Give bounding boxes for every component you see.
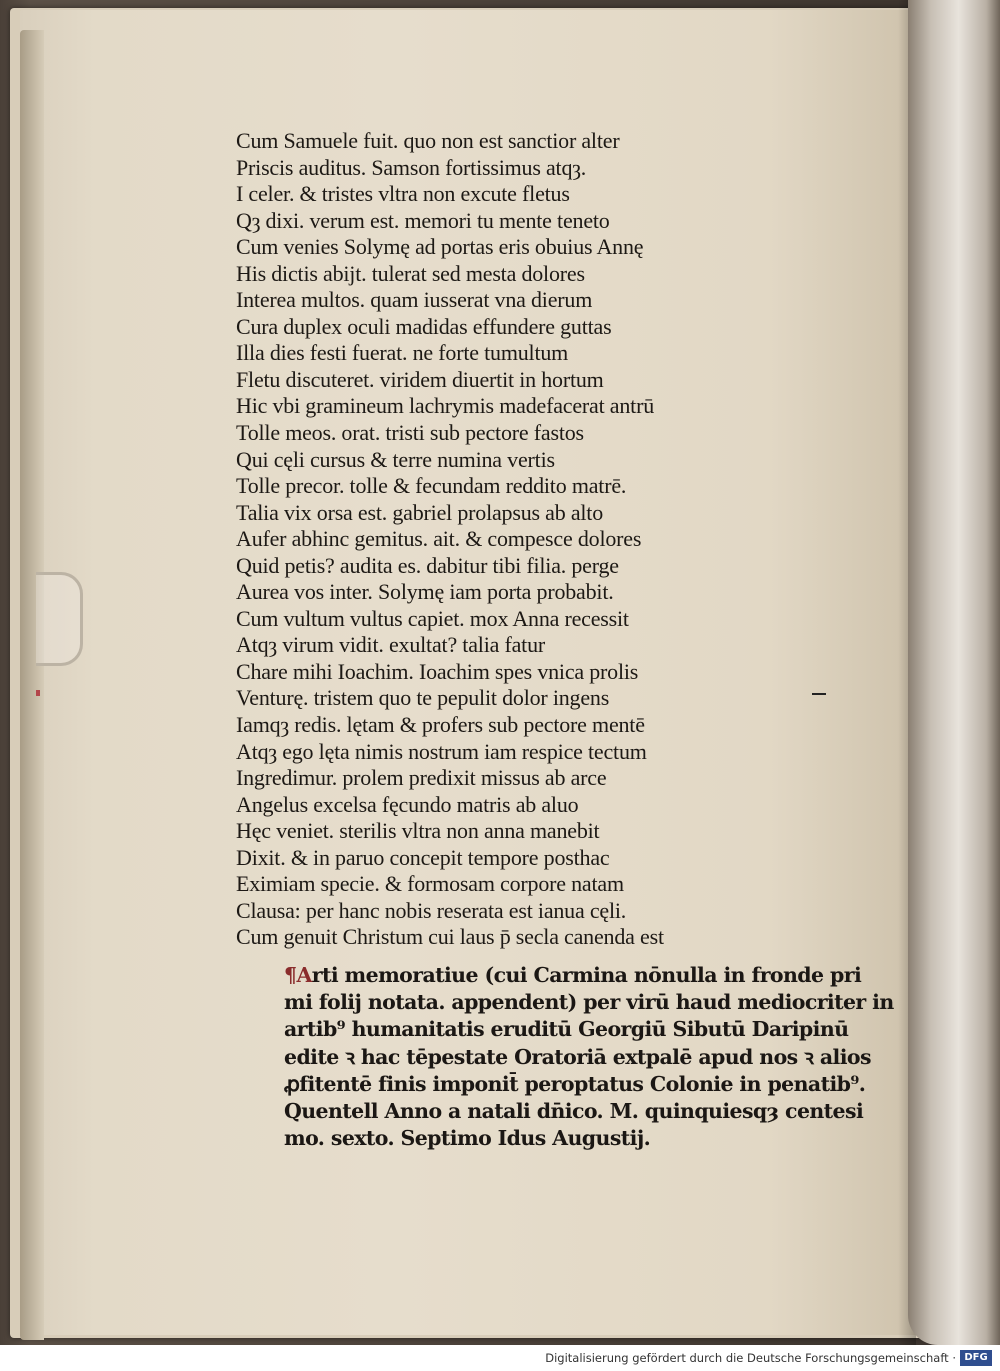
colophon-line [284, 962, 862, 989]
verse-line: Chare mihi Ioachim. Ioachim spes vnica prolis [236, 658, 639, 684]
verse-line: Angelus excelsa fęcundo matris ab aluo [236, 791, 579, 817]
verse-line: Hęc veniet. sterilis vltra non anna manebit [236, 818, 600, 844]
verse-line: Ingredimur. prolem predixit missus ab arce [236, 765, 607, 791]
verse-line: Priscis auditus. Samson fortissimus atqȝ. [236, 154, 587, 180]
pilcrow-rubric: ¶A [284, 963, 312, 987]
verse-line: Cura duplex oculi madidas effundere guttas [236, 313, 612, 339]
verse-line: Aurea vos inter. Solymę iam porta probabit. [236, 579, 614, 605]
verse-line: Qȝ dixi. verum est. memori tu mente teneto [236, 207, 610, 233]
verse-line: I celer. & tristes vltra non excute fletus [236, 181, 570, 207]
verse-line: His dictis abijt. tulerat sed mesta dolores [236, 260, 585, 286]
colophon-text: rti memoratiue (cui Carmina nōnulla in fronde pri [311, 963, 862, 987]
verse-line: Cum Samuele fuit. quo non est sanctior alter [236, 128, 620, 153]
red-ink-mark [36, 690, 40, 696]
verse-line: Tolle precor. tolle & fecundam reddito matrē. [236, 473, 627, 499]
verse-line: Tolle meos. orat. tristi sub pectore fastos [236, 420, 584, 446]
verse-line: Cum genuit Christum cui laus p̄ secla canenda est [236, 924, 664, 950]
dfg-logo-icon[interactable]: DFG [960, 1350, 992, 1366]
verse-line: Cum venies Solymę ad portas eris obuius Annę [236, 234, 644, 260]
verse-line: Dixit. & in paruo concepit tempore posthac [236, 844, 610, 870]
paper-clip [36, 572, 83, 666]
verse-line: Atqȝ ego lęta nimis nostrum iam respice tectum [236, 738, 647, 764]
verse-line: Venturę. tristem quo te pepulit dolor ingens [236, 685, 610, 711]
page-curl [908, 0, 1000, 1345]
verse-line: Interea multos. quam iusserat vna dierum [236, 287, 593, 313]
verse-line: Fletu discuteret. viridem diuertit in hortum [236, 366, 604, 392]
colophon-line: mi folij notata. appendent) per virū haud mediocriter in [284, 990, 894, 1015]
verse-line: Iamqȝ redis. lętam & profers sub pectore mentē [236, 712, 645, 738]
colophon-line: mo. sexto. Septimo Idus Augustij. [284, 1126, 651, 1151]
verse-line: Cum vultum vultus capiet. mox Anna recessit [236, 605, 629, 631]
verse-line: Talia vix orsa est. gabriel prolapsus ab alto [236, 499, 604, 525]
footer-credit: Digitalisierung gefördert durch die Deutsche Forschungsgemeinschaft · [545, 1351, 956, 1365]
verse-line: Atqȝ virum vidit. exultat? talia fatur [236, 632, 546, 658]
colophon [284, 962, 894, 1152]
verse-text [236, 128, 776, 951]
margin-dash [812, 693, 826, 695]
verse-line: Qui cęli cursus & terre numina vertis [236, 446, 555, 472]
colophon-line: edite ꝛ hac tēpestate Oratoriā extpalē apud nos ꝛ alios [284, 1044, 871, 1069]
verse-line: Illa dies festi fuerat. ne forte tumultum [236, 340, 569, 366]
verse-line: Quid petis? audita es. dabitur tibi filia. perge [236, 552, 619, 578]
verse-line: Eximiam specie. & formosam corpore natam [236, 871, 624, 897]
verse-line: Aufer abhinc gemitus. ait. & compesce dolores [236, 526, 642, 552]
verse-line: Hic vbi gramineum lachrymis madefacerat antrū [236, 393, 654, 419]
colophon-line: ꝓfitentē finis imponit̄ peroptatus Colonie in penatib⁹. [284, 1071, 866, 1096]
page-edge [20, 30, 44, 1340]
colophon-line: Quentell Anno a natali dn̄ico. M. quinquiesqȝ centesi [284, 1099, 864, 1124]
verse-line: Clausa: per hanc nobis reserata est ianua cęli. [236, 897, 627, 923]
colophon-line: artib⁹ humanitatis eruditū Georgiū Sibutū Daripinū [284, 1017, 849, 1042]
